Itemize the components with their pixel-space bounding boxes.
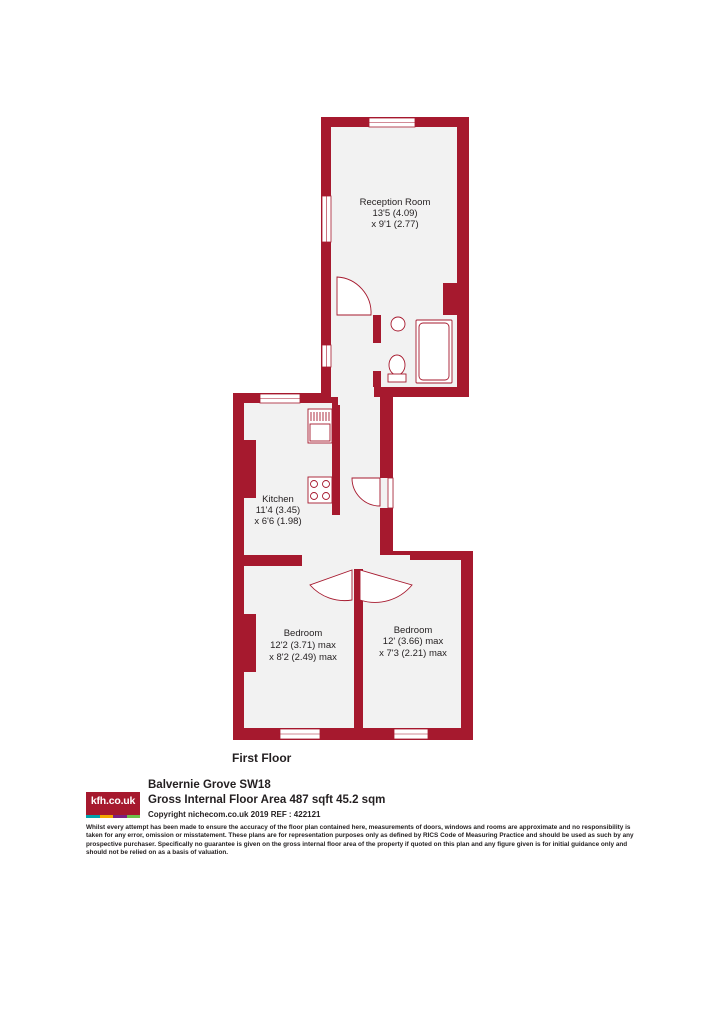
room-name: Bedroom [283,628,323,639]
partition-kitchen-bedroom [244,555,302,566]
property-address: Balvernie Grove SW18 [148,779,271,791]
room-name: Reception Room [359,197,431,208]
chimney-breast-bedroom [244,614,256,672]
partition-bedrooms [354,598,363,728]
reception-extension [443,283,457,315]
room-dim: 12' (3.66) max [382,636,444,647]
hall-floor [331,315,373,397]
washbasin [391,317,405,331]
room-dim: 12'2 (3.71) max [270,640,336,651]
room-dim: x 8'2 (2.49) max [269,652,337,663]
room-name: Kitchen [262,494,294,505]
window-door-right [388,478,393,508]
copyright-notice: Copyright nichecom.co.uk 2019 REF : 422121 [148,810,321,819]
room-name: Bedroom [393,625,433,636]
room-dim: 13'5 (4.09) [372,208,418,219]
room-dim: x 6'6 (1.98) [254,516,302,527]
hall-lower-floor [340,397,380,557]
logo-stripes [86,815,140,818]
disclaimer: Whilst every attempt has been made to ensure the accuracy of the floor plan contained here, measurements of doors, windows and rooms are approximate and no responsibility is taken for any error, omission or misstatement. These plans are for representation purposes only as defined by RICS Code of Measuring Practice and should be used as such by any prospective purchaser. Specifically no guarantee is given on the gross internal floor area of the property if quoted on this plan and any figure given is for initial guidance only and should not be relied on as a basis of valuation. [86,824,634,856]
partition-bedroom2-top [410,551,461,560]
kfh-logo[interactable] [86,792,140,818]
room-dim: 11'4 (3.45) [255,505,301,516]
landing-floor [300,555,410,569]
room-dim: x 9'1 (2.77) [371,219,419,230]
chimney-breast-kitchen [244,440,256,498]
partition-hall-kitchen [332,403,340,515]
toilet [389,355,405,375]
partition-lower-hall [380,397,393,551]
room-dim: x 7'3 (2.21) max [379,648,447,659]
floor-area: Gross Internal Floor Area 487 sqft 45.2 sqm [148,794,386,806]
floor-label: First Floor [232,751,292,765]
logo-text: kfh.co.uk [90,795,136,807]
